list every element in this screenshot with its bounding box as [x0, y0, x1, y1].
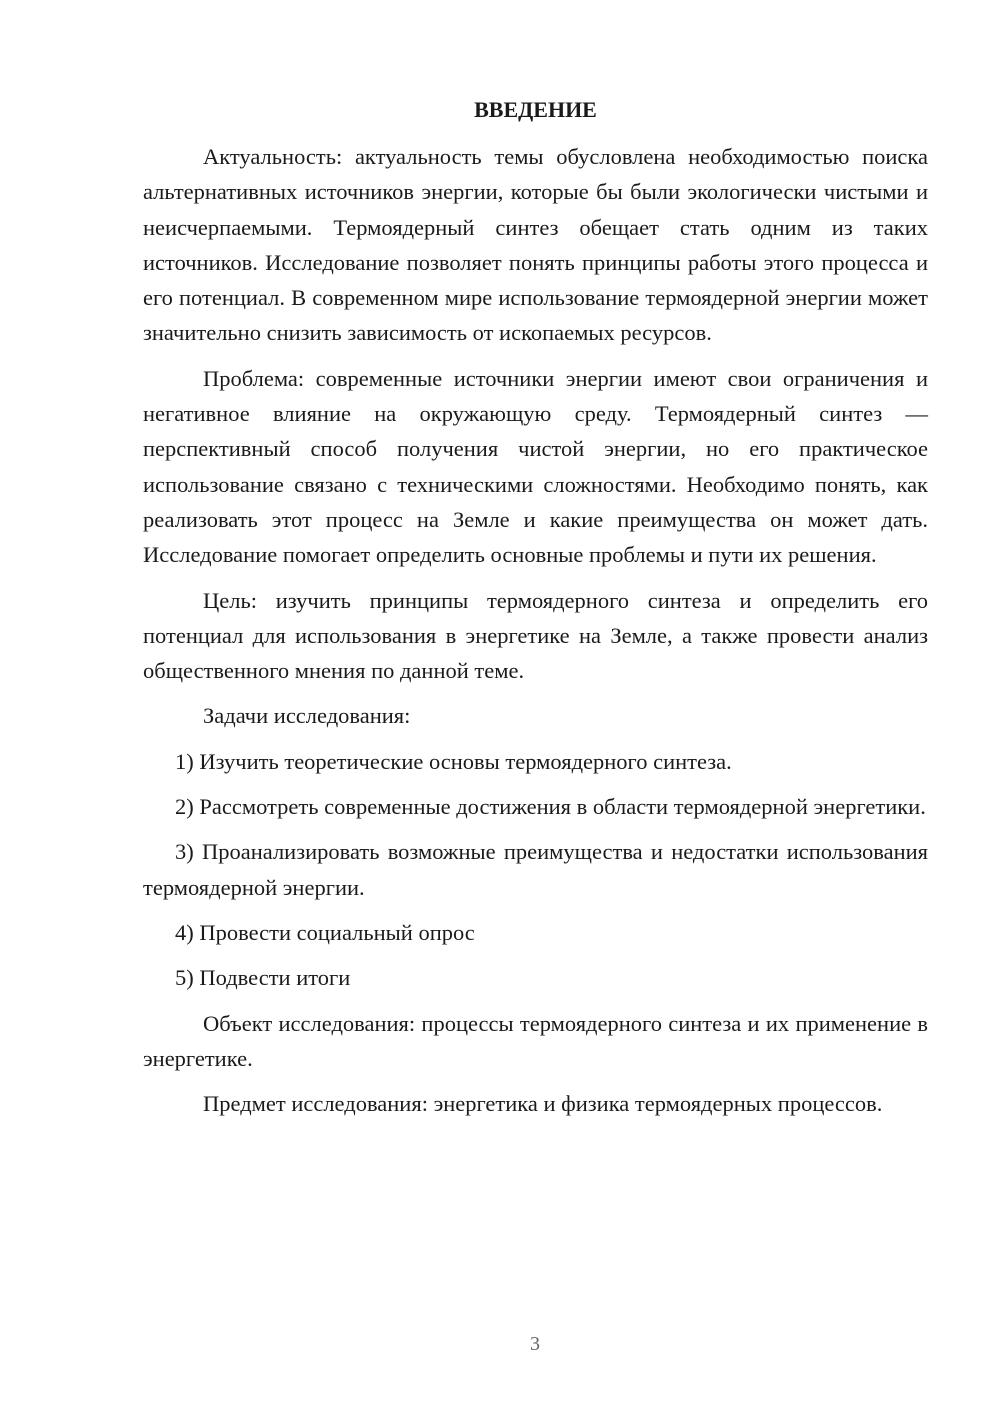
paragraph-relevance: Актуальность: актуальность темы обусловлена необходимостью поиска альтернативных источников энергии, которые бы были экологически чистыми и неисчерпаемыми. Термоядерный синтез обещает стать одним из таких источников. Исследование позволяет понять принципы работы этого процесса и его потенциал. В современном мире использование термоядерной энергии может значительно снизить зависимость от ископаемых ресурсов.	[143, 144, 928, 346]
task-item-4: 4) Провести социальный опрос	[175, 919, 475, 945]
task-item-3: 3) Проанализировать возможные преимущества и недостатки использования термоядерной энергии.	[143, 839, 928, 900]
paragraph-object: Объект исследования: процессы термоядерного синтеза и их применение в энергетике.	[143, 1010, 928, 1071]
paragraph-subject: Предмет исследования: энергетика и физика термоядерных процессов.	[203, 1091, 883, 1117]
task-item-1: 1) Изучить теоретические основы термоядерного синтеза.	[175, 748, 732, 774]
task-item-5: 5) Подвести итоги	[175, 965, 351, 991]
paragraph-tasks-heading: Задачи исследования:	[203, 703, 411, 729]
paragraph-problem: Проблема: современные источники энергии имеют свои ограничения и негативное влияние на окружающую среду. Термоядерный синтез — перспективный способ получения чистой энергии, но его практическое использование связано с техническими сложностями. Необходимо понять, как реализовать этот процесс на Земле и какие преимущества он может дать. Исследование помогает определить основные проблемы и пути их решения.	[143, 365, 928, 568]
page-number: 3	[530, 1333, 540, 1355]
paragraph-goal: Цель: изучить принципы термоядерного синтеза и определить его потенциал для использования в энергетике на Земле, а также провести анализ общественного мнения по данной теме.	[143, 587, 928, 684]
section-title: ВВЕДЕНИЕ	[474, 97, 597, 122]
task-item-2: 2) Рассмотреть современные достижения в области термоядерной энергетики.	[175, 794, 926, 820]
page-content	[143, 92, 928, 1131]
